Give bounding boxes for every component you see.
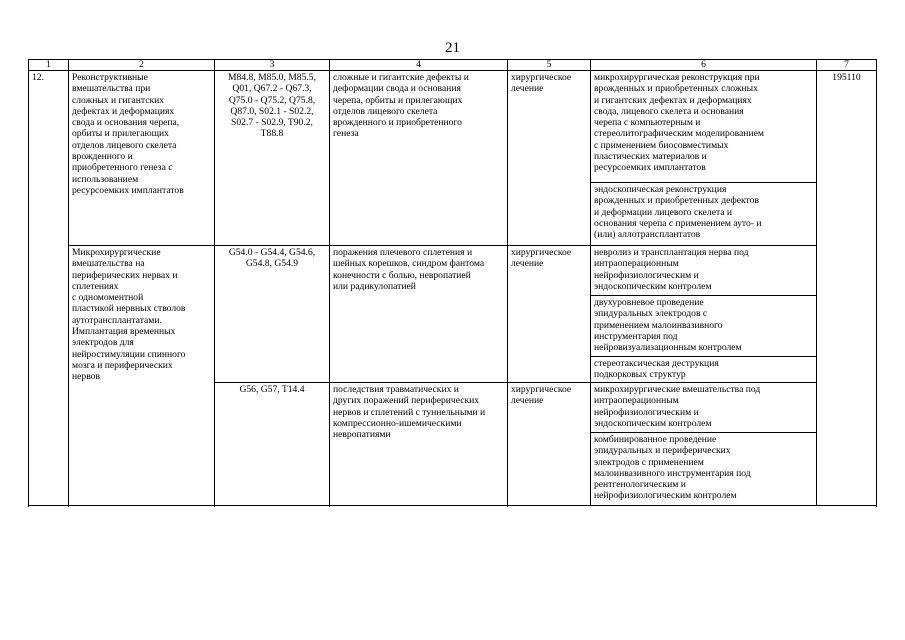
patient-model: сложные и гигантские дефекты и деформации свода и основания черепа, орбиты и прилегающих отделов лицевого скелета врожденного и приобретенного генеза [330,71,508,246]
treatment-method: невролиз и трансплантация нерва под интраоперационным нейрофизиологическим и эндоскопическим контролем [591,246,817,296]
treatment-method: эндоскопическая реконструкция врожденных и приобретенных дефектов и деформации лицевого скелета и основания черепа с применением ауто- и (или) аллотрансплантатов [591,183,817,246]
intervention-name: Микрохирургические вмешательства на периферических нервах и сплетениях с одномоментной пластикой нервных стволов аутотрансплантатами. Имплантация временных электродов для нейростимуляции спинного мозга и периферических нервов [69,246,215,506]
header-cell: 1 [29,60,69,71]
intervention-name: Реконструктивные вмешательства при сложных и гигантских дефектах и деформациях свода и основания черепа, орбиты и прилегающих отделов лицевого скелета врожденного и приобретенного генеза с использованием ресурсоемких имплантатов [69,71,215,246]
header-row [29,60,877,71]
medical-care-table [28,59,877,506]
page-number: 21 [445,40,460,56]
treatment-method: микрохирургическая реконструкция при врожденных и приобретенных сложных и гигантских дефектах и деформациях свода, лицевого скелета и основания черепа с компьютерным и стереолитографическим моделированием с применением биосовместимых пластических материалов и ресурсоемких имплантатов [591,71,817,183]
diagnosis-codes: G56, G57, T14.4 [215,383,330,506]
header-cell: 2 [69,60,215,71]
treatment-type: хирургическое лечение [508,246,591,383]
row-number: 12. [29,71,69,506]
patient-model: поражения плечевого сплетения и шейных корешков, синдром фантома конечности с болью, невропатией или радикулопатией [330,246,508,383]
header-cell: 4 [330,60,508,71]
header-cell: 6 [591,60,817,71]
treatment-method: двухуровневое проведение эпидуральных электродов с применением малоинвазивного инструментария под нейровизуализационным контролем [591,296,817,357]
treatment-type: хирургическое лечение [508,71,591,246]
table-row [29,71,877,183]
treatment-type: хирургическое лечение [508,383,591,506]
treatment-method: микрохирургические вмешательства под интраоперационным нейрофизиологическим и эндоскопическим контролем [591,383,817,433]
treatment-method: стереотаксическая деструкция подкорковых структур [591,357,817,383]
table-row [29,246,877,296]
header-cell: 3 [215,60,330,71]
header-cell: 7 [817,60,877,71]
diagnosis-codes: G54.0 - G54.4, G54.6, G54.8, G54.9 [215,246,330,383]
header-cell: 5 [508,60,591,71]
patient-model: последствия травматических и других поражений периферических нервов и сплетений с туннельными и компрессионно-ишемическими невропатиями [330,383,508,506]
diagnosis-codes: M84.8, M85.0, M85.5, Q01, Q67.2 - Q67.3, Q75.0 - Q75.2, Q75.8, Q87.0, S02.1 - S02.2, S02.7 - S02.9, T90.2, T88.8 [215,71,330,246]
treatment-method: комбинированное проведение эпидуральных и периферических электродов с применением малоинвазивного инструментария под рентгенологическим и нейрофизиологическим контролем [591,433,817,506]
cost-value: 195110 [817,71,877,506]
